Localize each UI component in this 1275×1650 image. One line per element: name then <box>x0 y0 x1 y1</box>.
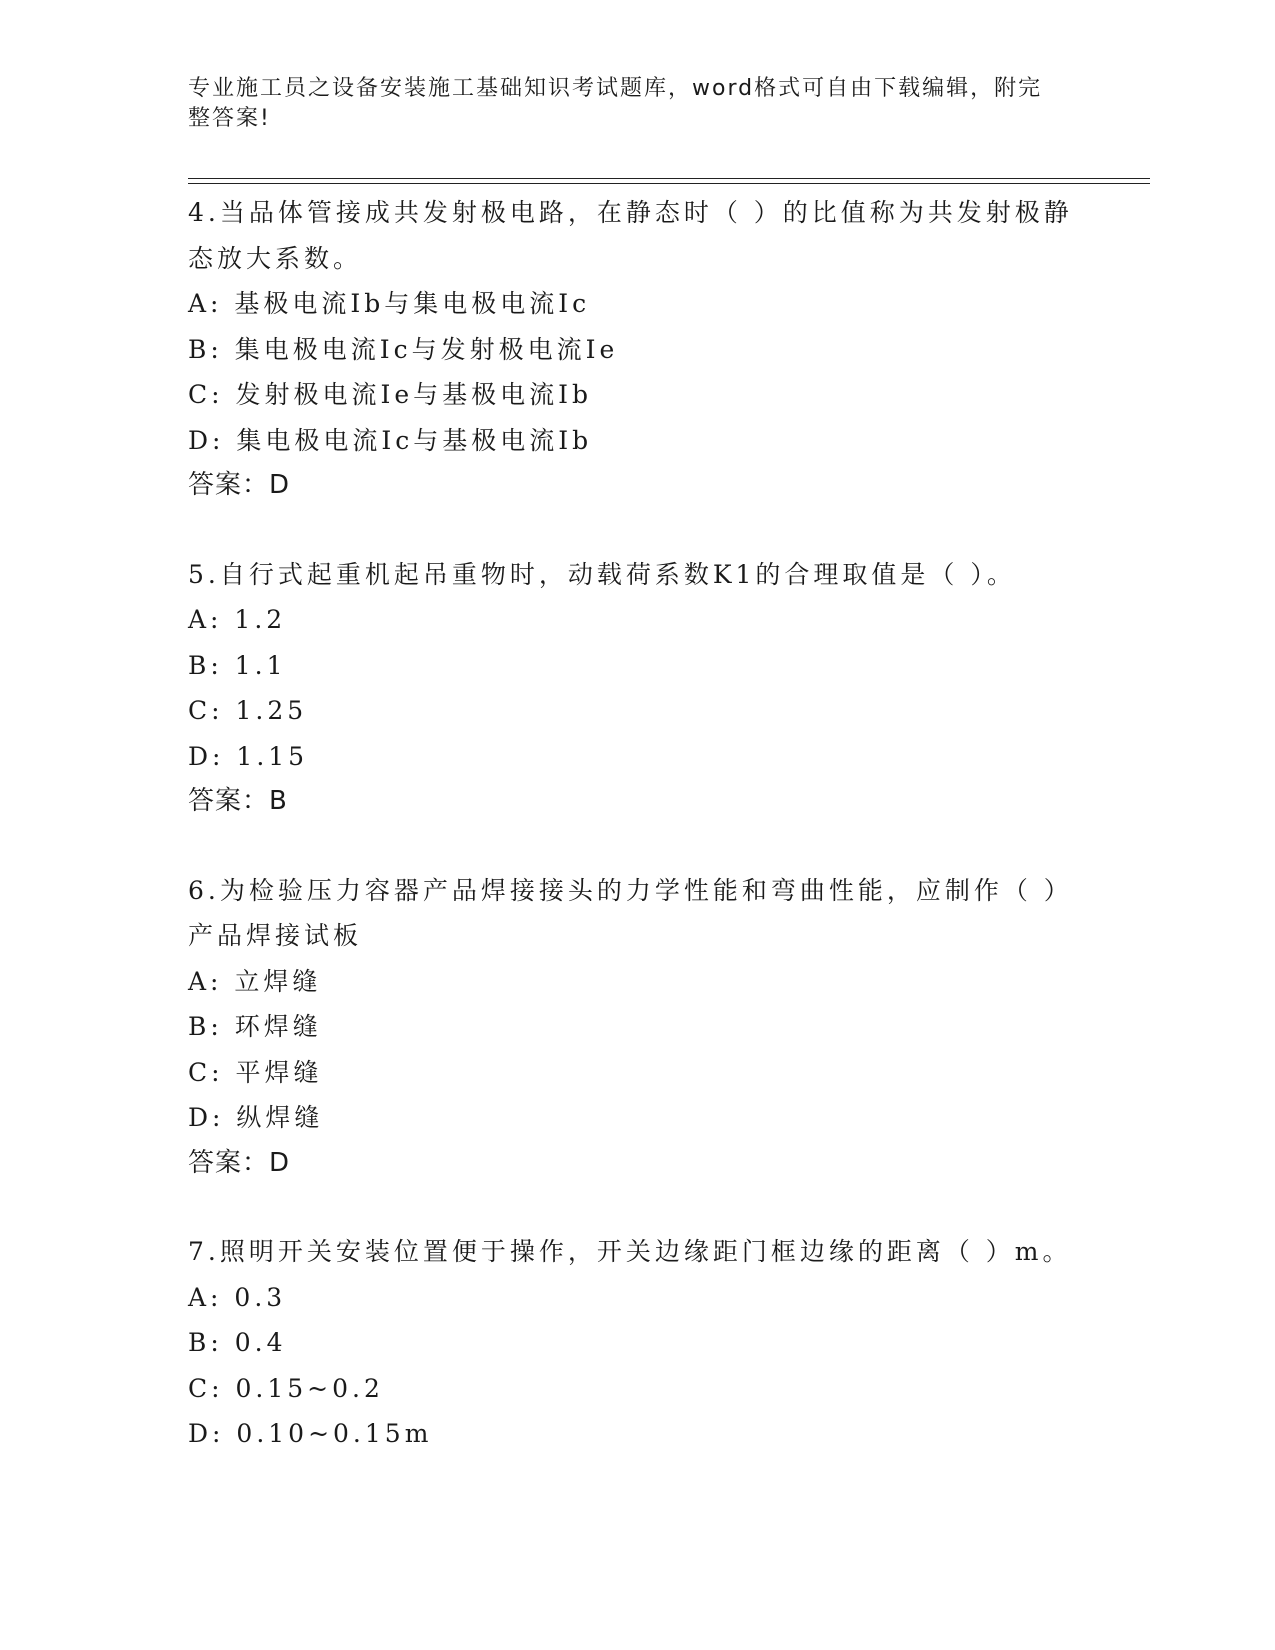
option-d: D: 1.15 <box>188 741 309 771</box>
option-b: B: 0.4 <box>188 1328 287 1357</box>
option-d: D: 集电极电流Ic与基极电流Ib <box>188 425 593 455</box>
answer-line: 答案：D <box>188 470 291 500</box>
question-6 <box>188 868 1088 1187</box>
option-a: A: 1.2 <box>188 605 287 634</box>
answer-line: 答案：B <box>188 786 288 816</box>
option-c: C: 发射极电流Ie与基极电流Ib <box>188 380 593 409</box>
question-stem-line: 产品焊接试板 <box>188 921 363 950</box>
option-a: A: 立焊缝 <box>188 966 322 996</box>
header-line-2: 整答案! <box>188 106 271 131</box>
option-b: B: 1.1 <box>188 650 287 680</box>
option-c: C: 0.15~0.2 <box>188 1373 384 1403</box>
option-c: C: 1.25 <box>188 696 308 725</box>
option-b: B: 集电极电流Ic与发射极电流Ie <box>188 334 619 364</box>
header-line-1: 专业施工员之设备安装施工基础知识考试题库，word格式可自由下载编辑，附完 <box>188 76 1043 101</box>
question-stem-line: 7.照明开关安装位置便于操作，开关边缘距门框边缘的距离（ ）m。 <box>188 1237 1072 1266</box>
question-stem-line: 6.为检验压力容器产品焊接接头的力学性能和弯曲性能，应制作（ ） <box>188 875 1073 905</box>
question-7 <box>188 1229 1088 1457</box>
header-rule-top <box>188 178 1150 179</box>
question-5 <box>188 552 1088 825</box>
option-b: B: 环焊缝 <box>188 1012 322 1041</box>
answer-line: 答案：D <box>188 1147 291 1178</box>
question-stem-line: 5.自行式起重机起吊重物时，动载荷系数K1的合理取值是（ ）。 <box>188 559 1016 589</box>
option-c: C: 平焊缝 <box>188 1057 323 1087</box>
question-stem-line: 4.当品体管接成共发射极电路，在静态时（ ）的比值称为共发射极静 <box>188 198 1073 227</box>
option-d: D: 0.10~0.15m <box>188 1419 433 1448</box>
option-d: D: 纵焊缝 <box>188 1103 324 1132</box>
question-stem-line: 态放大系数。 <box>188 243 363 273</box>
question-4 <box>188 190 1088 509</box>
option-a: A: 基极电流Ib与集电极电流Ic <box>188 289 591 318</box>
document-header <box>188 74 1068 134</box>
option-a: A: 0.3 <box>188 1282 287 1312</box>
question-list <box>188 190 1088 1500</box>
header-rule-bottom <box>188 183 1150 184</box>
